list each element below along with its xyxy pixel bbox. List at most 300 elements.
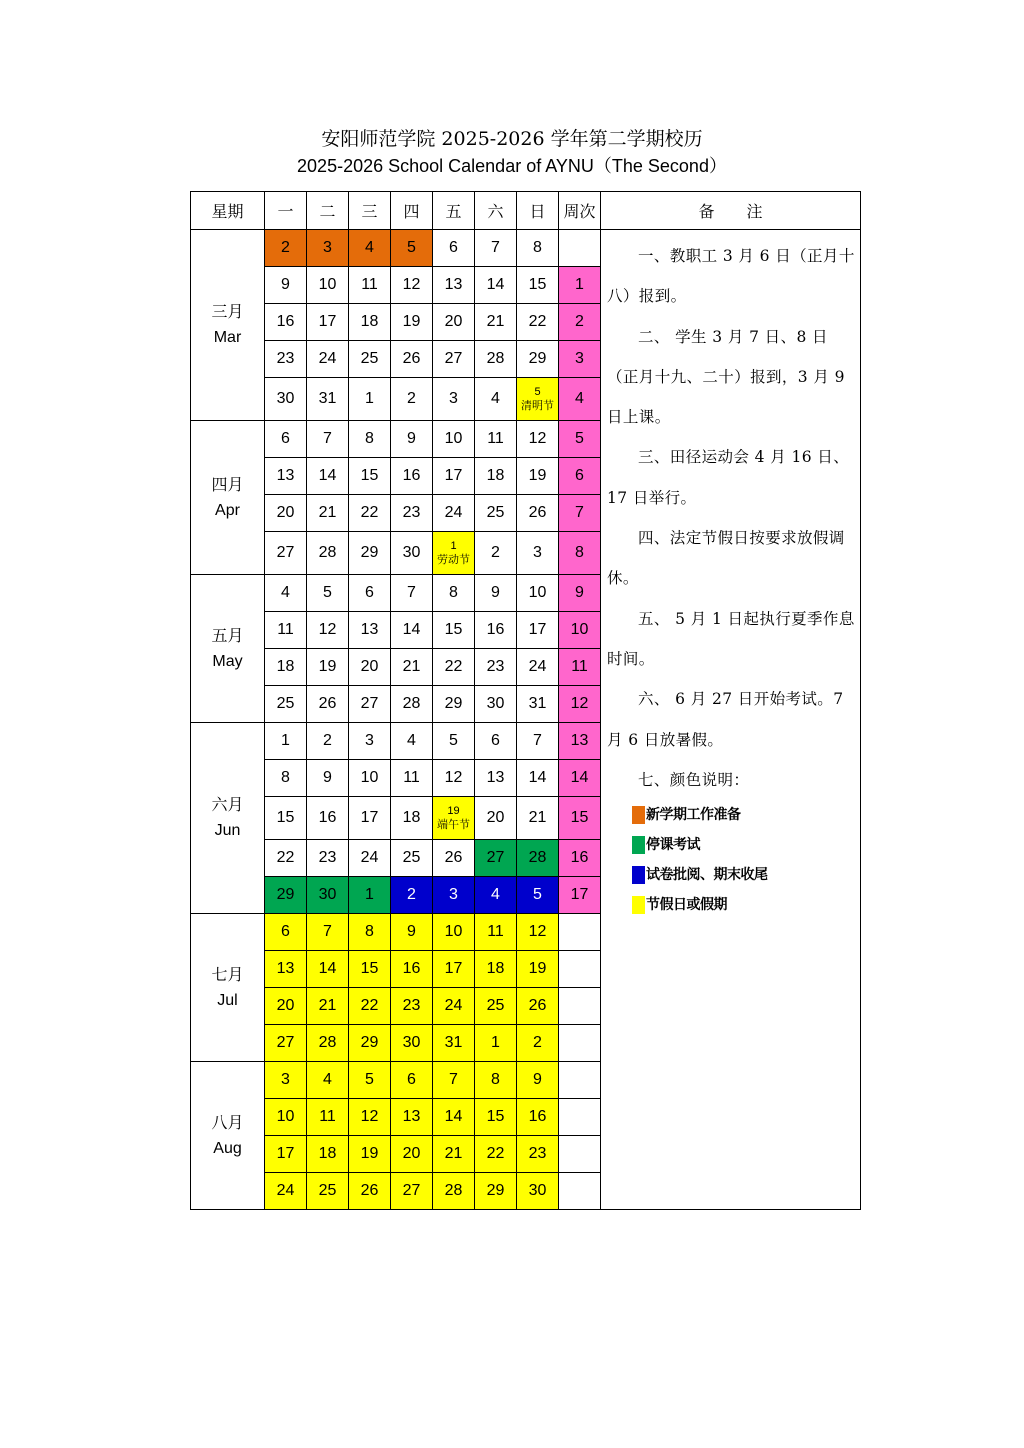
day-number: 30 bbox=[276, 390, 295, 407]
day-cell bbox=[517, 575, 559, 612]
day-number: 15 bbox=[486, 1108, 505, 1125]
month-name-cn: 四月 bbox=[211, 474, 244, 494]
day-cell bbox=[349, 267, 391, 304]
day-number: 31 bbox=[318, 390, 337, 407]
day-cell bbox=[391, 1136, 433, 1173]
legend-item bbox=[607, 890, 857, 920]
day-number: 14 bbox=[486, 276, 505, 293]
day-number: 18 bbox=[318, 1145, 337, 1162]
day-number: 28 bbox=[318, 1034, 337, 1051]
day-number: 11 bbox=[403, 769, 420, 786]
day-number: 10 bbox=[444, 923, 463, 940]
day-cell bbox=[307, 914, 349, 951]
day-number: 2 bbox=[533, 1034, 542, 1051]
week-number: 9 bbox=[559, 575, 601, 612]
day-number: 22 bbox=[360, 504, 379, 521]
day-number: 16 bbox=[528, 1108, 547, 1125]
day-cell bbox=[391, 723, 433, 760]
day-number: 3 bbox=[323, 239, 332, 256]
day-number: 18 bbox=[276, 658, 295, 675]
day-cell bbox=[475, 267, 517, 304]
day-number: 21 bbox=[486, 313, 505, 330]
day-cell bbox=[349, 304, 391, 341]
day-number: 1 bbox=[365, 390, 374, 407]
day-header-sat: 六 bbox=[475, 192, 517, 230]
day-cell bbox=[391, 760, 433, 797]
day-number: 19 bbox=[447, 805, 460, 817]
day-number: 14 bbox=[444, 1108, 463, 1125]
day-cell bbox=[517, 760, 559, 797]
week-number: 7 bbox=[559, 495, 601, 532]
day-cell bbox=[391, 988, 433, 1025]
day-number: 11 bbox=[361, 276, 378, 293]
day-cell bbox=[307, 230, 349, 267]
day-cell bbox=[307, 840, 349, 877]
day-cell bbox=[265, 458, 307, 495]
week-number: 1 bbox=[559, 267, 601, 304]
day-cell bbox=[433, 341, 475, 378]
note-item: 一、教职工 3 月 6 日（正月十八）报到。 bbox=[607, 247, 855, 306]
day-number: 4 bbox=[365, 239, 374, 256]
day-number: 15 bbox=[360, 960, 379, 977]
holiday-label: 清明节 bbox=[521, 399, 554, 412]
month-name-cn: 六月 bbox=[211, 795, 244, 814]
day-number: 19 bbox=[402, 313, 421, 330]
day-cell bbox=[517, 1062, 559, 1099]
day-number: 19 bbox=[528, 960, 547, 977]
day-number: 19 bbox=[318, 658, 337, 675]
day-cell bbox=[391, 1025, 433, 1062]
holiday-cell bbox=[433, 797, 475, 840]
day-cell bbox=[433, 378, 475, 421]
day-cell bbox=[517, 723, 559, 760]
day-number: 9 bbox=[323, 769, 332, 786]
month-name-en: Jun bbox=[214, 822, 241, 839]
day-cell bbox=[517, 686, 559, 723]
day-cell bbox=[265, 1099, 307, 1136]
day-cell bbox=[475, 575, 517, 612]
day-cell bbox=[391, 575, 433, 612]
day-number: 26 bbox=[528, 504, 547, 521]
day-number: 8 bbox=[365, 923, 374, 940]
day-cell bbox=[349, 649, 391, 686]
weekday-label: 星期 bbox=[191, 192, 265, 230]
day-cell bbox=[349, 877, 391, 914]
day-cell bbox=[307, 1099, 349, 1136]
month-name-cn: 八月 bbox=[211, 1112, 244, 1132]
day-number: 10 bbox=[360, 769, 379, 786]
day-number: 28 bbox=[318, 544, 337, 561]
day-cell bbox=[433, 760, 475, 797]
day-number: 15 bbox=[528, 276, 547, 293]
day-number: 8 bbox=[365, 430, 374, 447]
day-number: 22 bbox=[444, 658, 463, 675]
day-cell bbox=[349, 612, 391, 649]
day-number: 1 bbox=[450, 540, 457, 552]
day-number: 29 bbox=[528, 350, 547, 367]
day-cell bbox=[475, 304, 517, 341]
day-number: 27 bbox=[360, 695, 379, 712]
month-name-en: Aug bbox=[213, 1139, 242, 1157]
day-cell bbox=[517, 421, 559, 458]
day-number: 15 bbox=[360, 467, 379, 484]
day-cell bbox=[391, 1173, 433, 1210]
day-cell bbox=[349, 1136, 391, 1173]
day-number: 6 bbox=[281, 923, 290, 940]
day-number: 18 bbox=[486, 467, 505, 484]
day-cell bbox=[517, 532, 559, 575]
month-cell bbox=[191, 230, 265, 421]
day-number: 29 bbox=[486, 1182, 505, 1199]
day-cell bbox=[391, 951, 433, 988]
day-number: 24 bbox=[276, 1182, 295, 1199]
day-cell bbox=[391, 230, 433, 267]
day-number: 26 bbox=[402, 350, 421, 367]
day-cell bbox=[307, 877, 349, 914]
day-number: 15 bbox=[444, 621, 463, 638]
day-cell bbox=[433, 914, 475, 951]
legend-swatch bbox=[632, 896, 645, 914]
day-cell bbox=[307, 304, 349, 341]
day-number: 10 bbox=[528, 584, 547, 601]
day-number: 5 bbox=[407, 239, 416, 256]
day-number: 25 bbox=[276, 695, 295, 712]
day-number: 11 bbox=[319, 1108, 336, 1125]
day-number: 2 bbox=[281, 239, 290, 256]
day-cell bbox=[349, 760, 391, 797]
day-cell bbox=[265, 1173, 307, 1210]
day-number: 21 bbox=[444, 1145, 463, 1162]
day-cell bbox=[265, 914, 307, 951]
notes-cell bbox=[601, 230, 861, 1210]
day-number: 26 bbox=[528, 997, 547, 1014]
day-number: 12 bbox=[360, 1108, 379, 1125]
day-number: 1 bbox=[281, 732, 290, 749]
day-number: 23 bbox=[486, 658, 505, 675]
day-cell bbox=[517, 951, 559, 988]
note-item: 二、 学生 3 月 7 日、8 日（正月十九、二十）报到，3 月 9 日上课。 bbox=[607, 327, 845, 427]
day-cell bbox=[265, 1136, 307, 1173]
day-cell bbox=[517, 1099, 559, 1136]
day-header-fri: 五 bbox=[433, 192, 475, 230]
day-cell bbox=[391, 797, 433, 840]
day-cell bbox=[475, 760, 517, 797]
month-name-cn: 五月 bbox=[211, 625, 244, 645]
week-number bbox=[559, 914, 601, 951]
day-cell bbox=[433, 421, 475, 458]
day-number: 8 bbox=[449, 584, 458, 601]
day-number: 22 bbox=[486, 1145, 505, 1162]
day-number: 7 bbox=[533, 732, 542, 749]
day-cell bbox=[433, 230, 475, 267]
day-number: 18 bbox=[402, 809, 421, 826]
day-number: 3 bbox=[533, 544, 542, 561]
week-number: 17 bbox=[559, 877, 601, 914]
day-cell bbox=[433, 649, 475, 686]
day-cell bbox=[349, 1025, 391, 1062]
day-cell bbox=[265, 723, 307, 760]
day-number: 14 bbox=[402, 621, 421, 638]
day-number: 27 bbox=[276, 1034, 295, 1051]
day-number: 13 bbox=[402, 1108, 421, 1125]
legend-item bbox=[607, 860, 857, 890]
day-cell bbox=[475, 421, 517, 458]
day-cell bbox=[265, 988, 307, 1025]
day-cell bbox=[391, 1062, 433, 1099]
day-number: 9 bbox=[407, 923, 416, 940]
month-name-cn: 三月 bbox=[211, 302, 244, 321]
day-number: 14 bbox=[528, 769, 547, 786]
day-number: 24 bbox=[528, 658, 547, 675]
day-cell bbox=[349, 723, 391, 760]
week-number: 4 bbox=[559, 378, 601, 421]
day-number: 10 bbox=[318, 276, 337, 293]
day-cell bbox=[391, 267, 433, 304]
day-cell bbox=[265, 877, 307, 914]
day-cell bbox=[265, 532, 307, 575]
note-item: 三、田径运动会 4 月 16 日、17 日举行。 bbox=[607, 448, 850, 507]
day-number: 8 bbox=[281, 769, 290, 786]
day-cell bbox=[307, 988, 349, 1025]
day-cell bbox=[517, 458, 559, 495]
day-cell bbox=[475, 1025, 517, 1062]
day-cell bbox=[517, 877, 559, 914]
day-cell bbox=[517, 495, 559, 532]
day-number: 2 bbox=[491, 544, 500, 561]
day-number: 24 bbox=[318, 350, 337, 367]
week-number: 12 bbox=[559, 686, 601, 723]
day-number: 16 bbox=[486, 621, 505, 638]
day-number: 4 bbox=[323, 1071, 332, 1088]
day-number: 26 bbox=[318, 695, 337, 712]
week-number bbox=[559, 1136, 601, 1173]
day-number: 7 bbox=[449, 1071, 458, 1088]
week-number: 11 bbox=[559, 649, 601, 686]
week-number: 3 bbox=[559, 341, 601, 378]
day-cell bbox=[349, 495, 391, 532]
day-cell bbox=[433, 304, 475, 341]
day-cell bbox=[349, 686, 391, 723]
day-header-thu: 四 bbox=[391, 192, 433, 230]
day-cell bbox=[265, 951, 307, 988]
day-cell bbox=[475, 1062, 517, 1099]
day-number: 1 bbox=[365, 886, 374, 903]
legend-label: 试卷批阅、期末收尾 bbox=[646, 867, 768, 884]
week-number bbox=[559, 988, 601, 1025]
day-number: 29 bbox=[276, 886, 295, 903]
day-number: 19 bbox=[528, 467, 547, 484]
day-number: 19 bbox=[360, 1145, 379, 1162]
day-cell bbox=[391, 612, 433, 649]
day-cell bbox=[307, 612, 349, 649]
day-cell bbox=[433, 877, 475, 914]
week-number: 14 bbox=[559, 760, 601, 797]
day-cell bbox=[517, 341, 559, 378]
day-cell bbox=[433, 575, 475, 612]
day-number: 31 bbox=[528, 695, 547, 712]
day-cell bbox=[433, 951, 475, 988]
day-number: 12 bbox=[402, 276, 421, 293]
day-cell bbox=[475, 1173, 517, 1210]
day-number: 14 bbox=[318, 960, 337, 977]
day-number: 11 bbox=[487, 430, 504, 447]
day-cell bbox=[349, 575, 391, 612]
day-number: 29 bbox=[360, 1034, 379, 1051]
day-cell bbox=[475, 723, 517, 760]
day-number: 9 bbox=[491, 584, 500, 601]
day-number: 11 bbox=[277, 621, 294, 638]
month-cell bbox=[191, 914, 265, 1062]
day-number: 23 bbox=[402, 504, 421, 521]
day-cell bbox=[475, 230, 517, 267]
day-cell bbox=[265, 840, 307, 877]
day-number: 4 bbox=[281, 584, 290, 601]
page-title: 安阳师范学院 2025-2026 学年第二学期校历 bbox=[321, 128, 703, 150]
day-cell bbox=[475, 988, 517, 1025]
day-cell bbox=[391, 914, 433, 951]
day-number: 27 bbox=[276, 544, 295, 561]
day-cell bbox=[391, 458, 433, 495]
day-number: 10 bbox=[276, 1108, 295, 1125]
day-cell bbox=[307, 686, 349, 723]
day-header-wed: 三 bbox=[349, 192, 391, 230]
day-header-mon: 一 bbox=[265, 192, 307, 230]
day-cell bbox=[517, 267, 559, 304]
day-cell bbox=[433, 458, 475, 495]
day-cell bbox=[349, 914, 391, 951]
day-number: 23 bbox=[528, 1145, 547, 1162]
day-number: 20 bbox=[276, 504, 295, 521]
day-cell bbox=[391, 686, 433, 723]
day-cell bbox=[475, 877, 517, 914]
day-cell bbox=[265, 686, 307, 723]
note-item: 六、 6 月 27 日开始考试。7 月 6 日放暑假。 bbox=[607, 690, 844, 749]
day-number: 12 bbox=[318, 621, 337, 638]
day-cell bbox=[475, 797, 517, 840]
day-cell bbox=[349, 458, 391, 495]
day-number: 25 bbox=[486, 504, 505, 521]
day-number: 23 bbox=[276, 350, 295, 367]
day-cell bbox=[307, 378, 349, 421]
day-cell bbox=[307, 649, 349, 686]
day-cell bbox=[307, 723, 349, 760]
day-cell bbox=[433, 1136, 475, 1173]
day-cell bbox=[307, 1173, 349, 1210]
day-number: 17 bbox=[444, 467, 463, 484]
note-item: 四、法定节假日按要求放假调休。 bbox=[607, 529, 845, 588]
day-cell bbox=[391, 495, 433, 532]
calendar-table bbox=[190, 191, 861, 1210]
day-number: 17 bbox=[276, 1145, 295, 1162]
day-header-sun: 日 bbox=[517, 192, 559, 230]
day-number: 10 bbox=[444, 430, 463, 447]
day-number: 20 bbox=[444, 313, 463, 330]
week-number bbox=[559, 951, 601, 988]
day-number: 21 bbox=[318, 997, 337, 1014]
day-cell bbox=[475, 649, 517, 686]
day-cell bbox=[349, 988, 391, 1025]
day-number: 16 bbox=[402, 960, 421, 977]
day-number: 18 bbox=[360, 313, 379, 330]
day-cell bbox=[433, 1062, 475, 1099]
day-cell bbox=[307, 532, 349, 575]
day-number: 20 bbox=[276, 997, 295, 1014]
day-cell bbox=[349, 378, 391, 421]
day-number: 28 bbox=[528, 849, 547, 866]
day-number: 29 bbox=[444, 695, 463, 712]
day-number: 9 bbox=[407, 430, 416, 447]
legend-label: 新学期工作准备 bbox=[646, 807, 741, 824]
day-number: 17 bbox=[528, 621, 547, 638]
day-cell bbox=[433, 723, 475, 760]
day-number: 30 bbox=[318, 886, 337, 903]
day-cell bbox=[517, 304, 559, 341]
header-row bbox=[191, 192, 861, 230]
day-number: 13 bbox=[276, 960, 295, 977]
day-cell bbox=[265, 421, 307, 458]
day-cell bbox=[349, 1173, 391, 1210]
day-number: 21 bbox=[318, 504, 337, 521]
calendar-body bbox=[191, 230, 861, 1210]
day-number: 30 bbox=[402, 1034, 421, 1051]
day-cell bbox=[433, 612, 475, 649]
day-number: 18 bbox=[486, 960, 505, 977]
day-number: 4 bbox=[491, 886, 500, 903]
day-number: 27 bbox=[444, 350, 463, 367]
week-number-header: 周次 bbox=[559, 192, 601, 230]
day-cell bbox=[265, 1025, 307, 1062]
day-number: 16 bbox=[276, 313, 295, 330]
week-number bbox=[559, 230, 601, 267]
day-number: 5 bbox=[534, 386, 541, 398]
day-number: 6 bbox=[365, 584, 374, 601]
day-cell bbox=[391, 304, 433, 341]
day-cell bbox=[475, 1136, 517, 1173]
day-cell bbox=[265, 612, 307, 649]
month-name-en: Mar bbox=[213, 329, 242, 346]
day-cell bbox=[349, 1062, 391, 1099]
day-number: 23 bbox=[318, 849, 337, 866]
day-cell bbox=[433, 1025, 475, 1062]
day-number: 25 bbox=[486, 997, 505, 1014]
legend-label: 节假日或假期 bbox=[646, 897, 727, 914]
legend-item bbox=[607, 800, 857, 830]
day-number: 16 bbox=[318, 809, 337, 826]
day-number: 20 bbox=[360, 658, 379, 675]
day-number: 28 bbox=[444, 1182, 463, 1199]
day-number: 25 bbox=[318, 1182, 337, 1199]
day-number: 5 bbox=[533, 886, 542, 903]
day-cell bbox=[265, 575, 307, 612]
day-cell bbox=[307, 1025, 349, 1062]
day-number: 20 bbox=[402, 1145, 421, 1162]
day-number: 9 bbox=[281, 276, 290, 293]
day-cell bbox=[349, 230, 391, 267]
day-number: 27 bbox=[402, 1182, 421, 1199]
day-cell bbox=[475, 532, 517, 575]
day-number: 13 bbox=[444, 276, 463, 293]
day-cell bbox=[391, 378, 433, 421]
month-cell bbox=[191, 1062, 265, 1210]
day-cell bbox=[475, 840, 517, 877]
day-number: 30 bbox=[486, 695, 505, 712]
day-number: 26 bbox=[360, 1182, 379, 1199]
day-cell bbox=[391, 840, 433, 877]
day-cell bbox=[349, 951, 391, 988]
day-cell bbox=[475, 378, 517, 421]
month-cell bbox=[191, 575, 265, 723]
day-number: 17 bbox=[360, 809, 379, 826]
